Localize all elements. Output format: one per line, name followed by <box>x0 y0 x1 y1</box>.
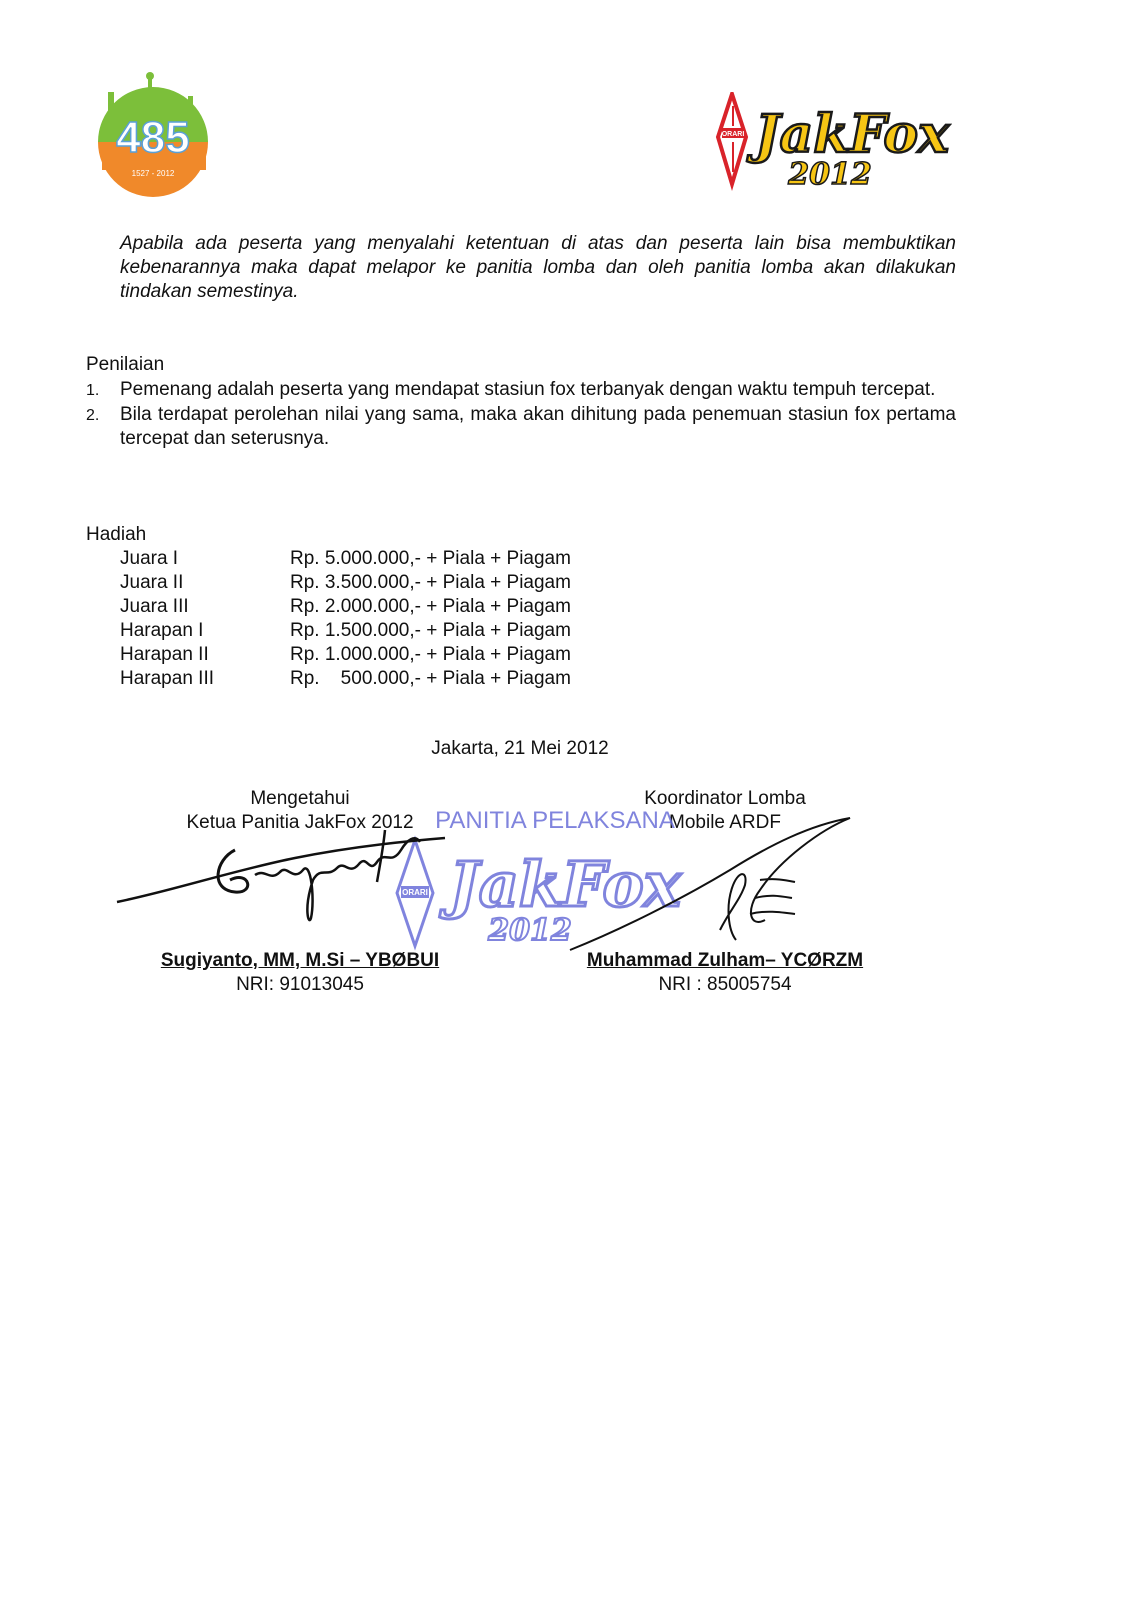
prize-rank: Harapan II <box>120 644 209 665</box>
list-text: Bila terdapat perolehan nilai yang sama, maka akan dihitung pada penemuan stasiun fox pertama tercepat dan seterusnya. <box>120 404 956 449</box>
prize-row <box>120 571 571 595</box>
prize-amount: Rp. 2.000.000,- + Piala + Piagam <box>290 596 571 617</box>
jakarta-485-logo <box>88 72 218 200</box>
prize-amount: Rp. 1.500.000,- + Piala + Piagam <box>290 620 571 641</box>
prize-amount: Rp. 3.500.000,- + Piala + Piagam <box>290 572 571 593</box>
jakfox-brand-text: JakFox <box>754 104 950 165</box>
left-signatory-line2: Ketua Panitia JakFox 2012 <box>186 812 414 833</box>
prize-row <box>120 643 571 667</box>
penilaian-heading: Penilaian <box>86 354 165 375</box>
orari-emblem-text: ORARI <box>721 131 745 138</box>
left-signatory-nri: NRI: 91013045 <box>236 974 364 995</box>
jakfox-logo <box>712 92 952 192</box>
prize-amount: Rp. 1.000.000,- + Piala + Piagam <box>290 644 571 665</box>
logo-years-text: 1527 - 2012 <box>131 169 175 178</box>
prize-rank: Juara II <box>120 572 184 593</box>
prize-amount: Rp. 5.000.000,- + Piala + Piagam <box>290 548 571 569</box>
left-signatory-line1: Mengetahui <box>250 788 350 809</box>
prize-row <box>120 667 571 691</box>
list-number: 1. <box>86 382 100 399</box>
date-line: Jakarta, 21 Mei 2012 <box>431 738 609 759</box>
prize-rank: Juara I <box>120 548 179 569</box>
stamp-arc-text: PANITIA PELAKSANA <box>435 808 675 834</box>
penilaian-list <box>86 378 956 451</box>
prize-amount: Rp. 500.000,- + Piala + Piagam <box>290 668 571 689</box>
left-signatory-name: Sugiyanto, MM, M.Si – YBØBUI <box>160 950 440 971</box>
prize-row <box>120 619 571 643</box>
prize-table <box>120 547 571 691</box>
prize-rank: Juara III <box>120 596 189 617</box>
list-item <box>86 378 956 403</box>
prize-rank: Harapan III <box>120 668 214 689</box>
jakfox-year-text: 2012 <box>788 157 872 192</box>
stamp-year-text: 2012 <box>488 913 572 948</box>
list-number: 2. <box>86 407 100 424</box>
signature-right-image <box>560 810 860 960</box>
right-signatory-line1: Koordinator Lomba <box>644 788 806 809</box>
right-signatory-nri: NRI : 85005754 <box>658 974 792 995</box>
prize-row <box>120 595 571 619</box>
intro-paragraph: Apabila ada peserta yang menyalahi ketentuan di atas dan peserta lain bisa membuktikan kebenarannya maka dapat melapor ke panitia lomba dan oleh panitia lomba akan dilakukan tindakan semestinya. <box>120 233 956 302</box>
signature-left-image <box>115 820 455 930</box>
prize-row <box>120 547 571 571</box>
logo-485-text: 485 <box>116 113 190 162</box>
hadiah-heading: Hadiah <box>86 524 147 545</box>
list-text: Pemenang adalah peserta yang mendapat stasiun fox terbanyak dengan waktu tempuh tercepat. <box>120 379 936 400</box>
prize-rank: Harapan I <box>120 620 204 641</box>
stamp-brand-text: JakFox <box>449 848 681 921</box>
stamp-emblem-text: ORARI <box>402 888 428 897</box>
right-signatory-name: Muhammad Zulham– YCØRZM <box>586 950 864 971</box>
list-item <box>86 403 956 451</box>
right-signatory-line2: Mobile ARDF <box>669 812 781 833</box>
